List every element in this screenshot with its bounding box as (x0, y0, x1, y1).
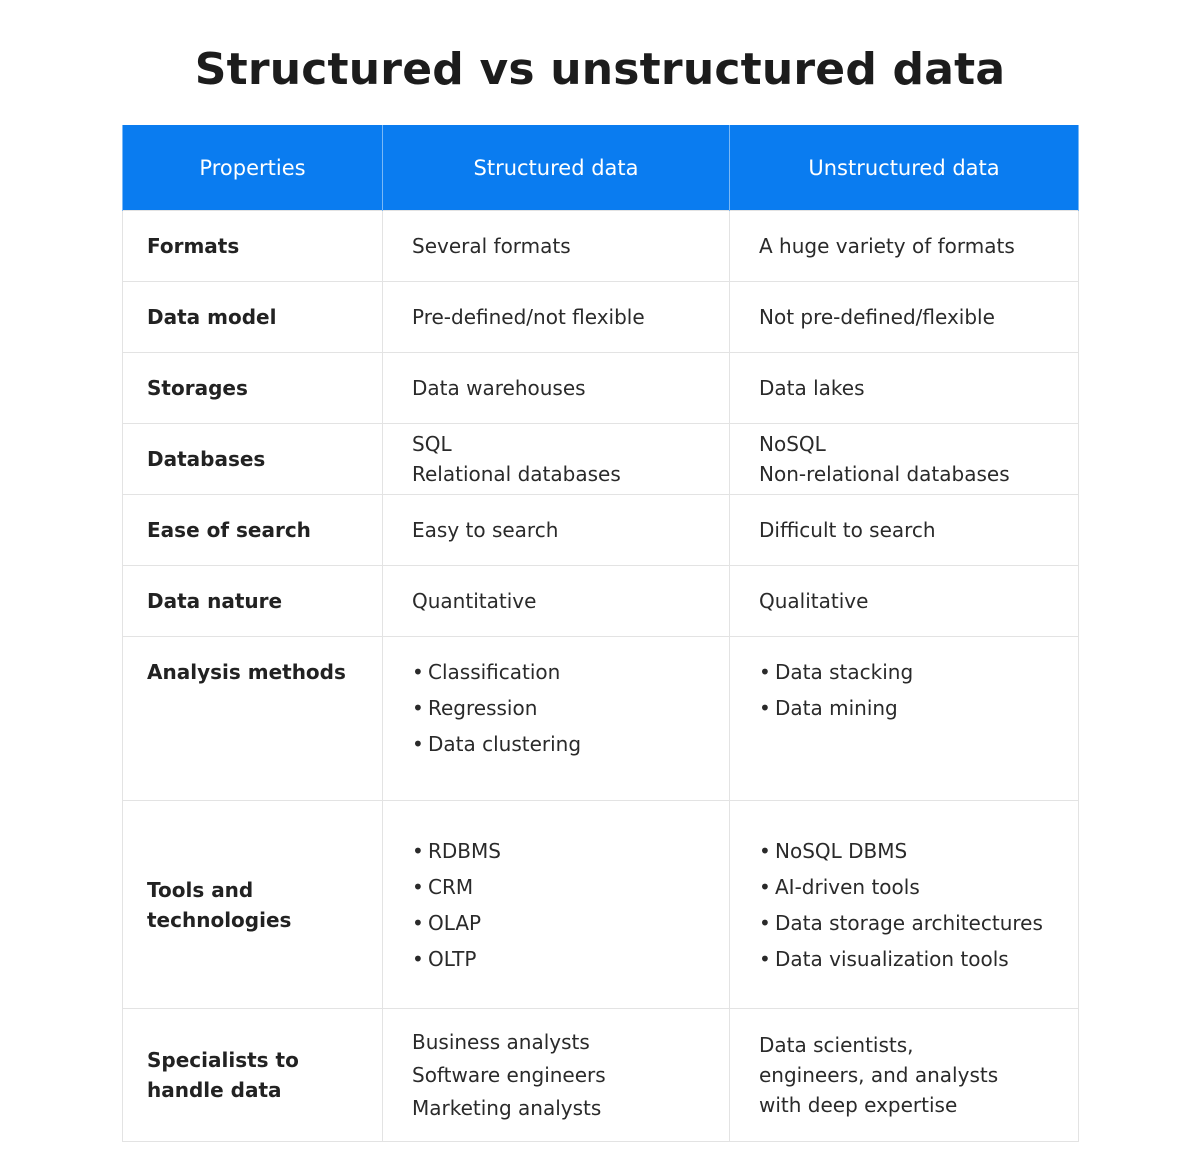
property-cell (123, 801, 383, 1009)
list-item: • CRM (412, 872, 705, 902)
cell-line: NoSQL (759, 432, 826, 456)
list-item: • Data stacking (759, 657, 1054, 687)
header-unstructured: Unstructured data (730, 125, 1079, 211)
bullet-list (412, 657, 705, 759)
cell-line: technologies (147, 907, 292, 932)
list-item: • OLAP (412, 908, 705, 938)
property-cell: Data model (123, 282, 383, 353)
property-cell (123, 1009, 383, 1142)
property-cell: Analysis methods (123, 637, 383, 801)
unstructured-cell (730, 801, 1079, 1009)
unstructured-cell (730, 637, 1079, 801)
property-cell: Storages (123, 353, 383, 424)
cell-line: Business analysts (412, 1029, 590, 1054)
structured-cell (383, 1009, 730, 1142)
table-row (123, 566, 1079, 637)
cell-line: Non-relational databases (759, 462, 1010, 486)
unstructured-cell (730, 1009, 1079, 1142)
list-item: • NoSQL DBMS (759, 836, 1054, 866)
list-item: • Data visualization tools (759, 944, 1054, 974)
list-item: • Regression (412, 693, 705, 723)
property-cell: Databases (123, 424, 383, 495)
structured-cell: Data warehouses (383, 353, 730, 424)
bullet-list (412, 836, 705, 974)
list-item: • Data storage architectures (759, 908, 1054, 938)
cell-line: Tools and (147, 877, 254, 902)
cell-line: Specialists to (147, 1048, 299, 1072)
page-title: Structured vs unstructured data (194, 44, 1006, 95)
structured-cell (383, 637, 730, 801)
table-row (123, 637, 1079, 801)
table-row (123, 1009, 1079, 1142)
bullet-list (759, 836, 1054, 974)
table-row (123, 801, 1079, 1009)
list-item: • AI-driven tools (759, 872, 1054, 902)
structured-cell: Quantitative (383, 566, 730, 637)
structured-cell: Several formats (383, 211, 730, 282)
cell-line: Data scientists, (759, 1033, 914, 1057)
structured-cell: Pre-defined/not flexible (383, 282, 730, 353)
cell-line: handle data (147, 1078, 282, 1102)
header-properties: Properties (123, 125, 383, 211)
list-item: • OLTP (412, 944, 705, 974)
cell-line: engineers, and analysts (759, 1063, 999, 1087)
property-cell: Formats (123, 211, 383, 282)
table-row (123, 353, 1079, 424)
table-header-row (123, 125, 1079, 211)
structured-cell: Easy to search (383, 495, 730, 566)
cell-line: Relational databases (412, 462, 621, 486)
unstructured-cell: Data lakes (730, 353, 1079, 424)
table-row (123, 495, 1079, 566)
cell-line: Software engineers (412, 1062, 606, 1087)
property-cell: Data nature (123, 566, 383, 637)
unstructured-cell: Difficult to search (730, 495, 1079, 566)
unstructured-cell: Not pre-defined/flexible (730, 282, 1079, 353)
structured-cell (383, 424, 730, 495)
list-item: • RDBMS (412, 836, 705, 866)
cell-line: SQL (412, 432, 452, 456)
cell-line: Marketing analysts (412, 1095, 602, 1120)
structured-cell (383, 801, 730, 1009)
unstructured-cell: A huge variety of formats (730, 211, 1079, 282)
header-structured: Structured data (383, 125, 730, 211)
table-row (123, 211, 1079, 282)
cell-line: with deep expertise (759, 1093, 958, 1117)
table-row (123, 424, 1079, 495)
list-item: • Data mining (759, 693, 1054, 723)
unstructured-cell: Qualitative (730, 566, 1079, 637)
comparison-table (122, 125, 1079, 1142)
list-item: • Data clustering (412, 729, 705, 759)
table-row (123, 282, 1079, 353)
property-cell: Ease of search (123, 495, 383, 566)
bullet-list (759, 657, 1054, 723)
list-item: • Classification (412, 657, 705, 687)
unstructured-cell (730, 424, 1079, 495)
